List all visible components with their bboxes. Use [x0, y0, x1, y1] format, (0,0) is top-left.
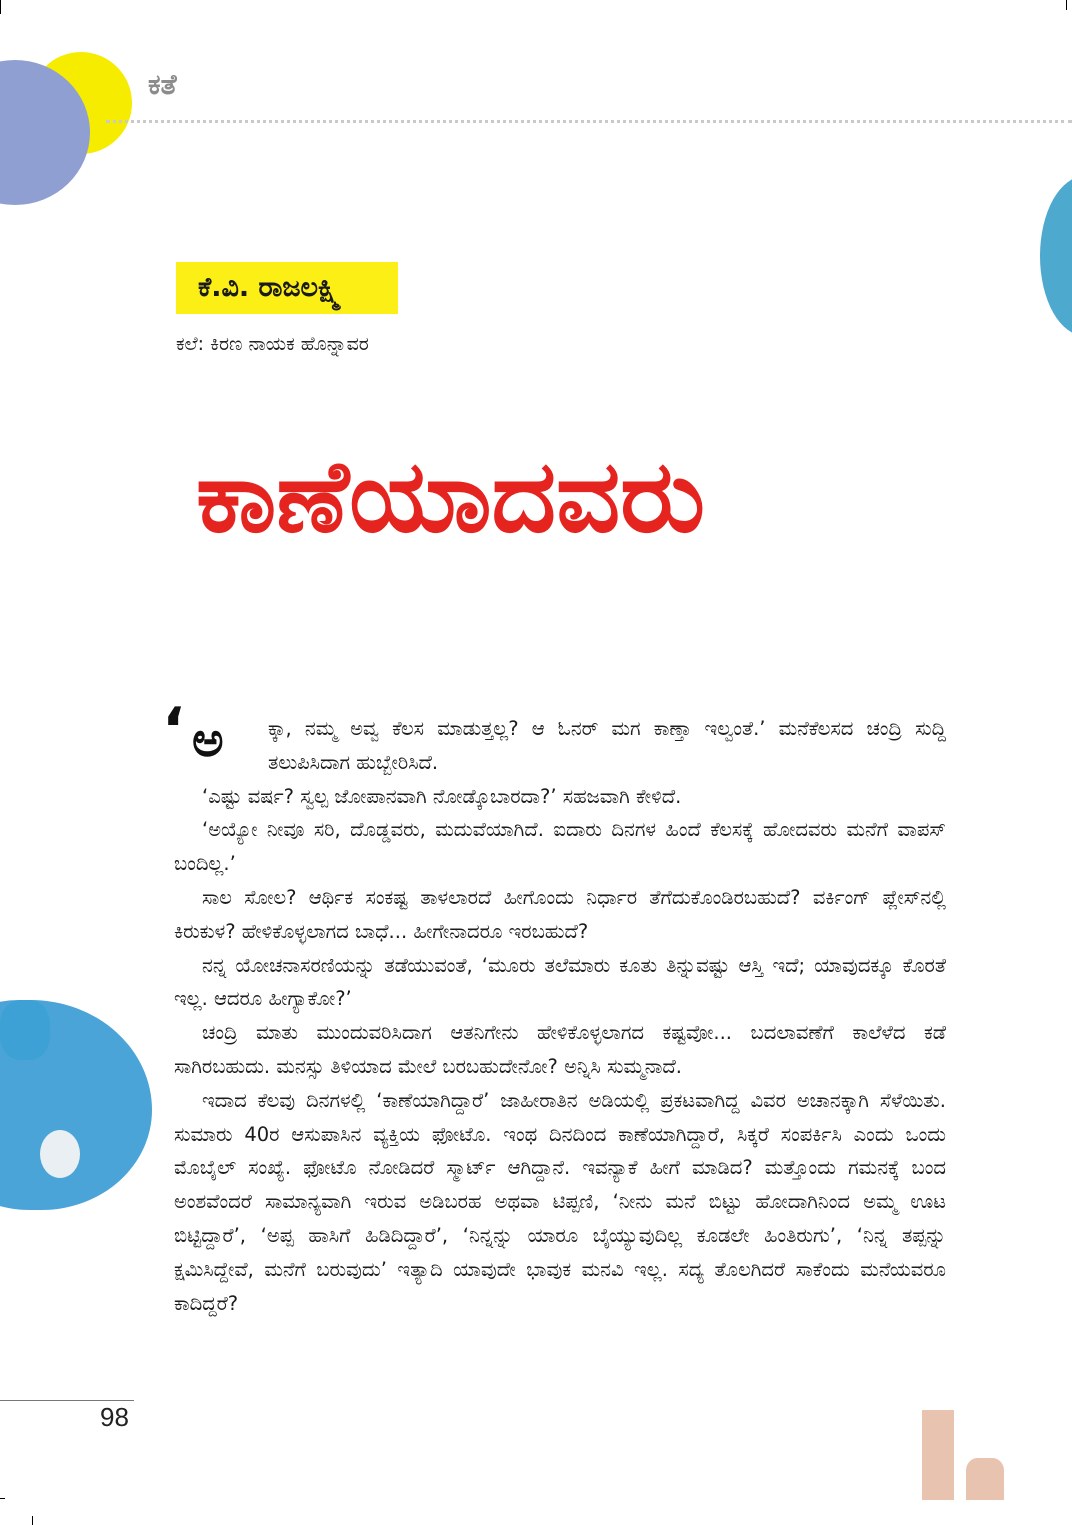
section-label: ಕತೆ — [148, 68, 177, 101]
paragraph: ಇದಾದ ಕೆಲವು ದಿನಗಳಲ್ಲಿ ‘ಕಾಣೆಯಾಗಿದ್ದಾರೆ’ ಜಾಹೀರಾತಿನ ಅಡಿಯಲ್ಲಿ ಪ್ರಕಟವಾಗಿದ್ದ ವಿವರ ಅಚಾನಕ್ಕಾಗಿ ಸೆಳೆಯಿತು. ಸುಮಾರು 40ರ ಆಸುಪಾಸಿನ ವ್ಯಕ್ತಿಯ ಫೋಟೊ. ಇಂಥ ದಿನದಿಂದ ಕಾಣೆಯಾಗಿದ್ದಾರೆ, ಸಿಕ್ಕರೆ ಸಂಪರ್ಕಿಸಿ ಎಂದು ಒಂದು ಮೊಬೈಲ್ ಸಂಖ್ಯೆ. ಫೋಟೊ ನೋಡಿದರೆ ಸ್ಮಾರ್ಟ್ ಆಗಿದ್ದಾನೆ. ಇವನ್ಯಾಕೆ ಹೀಗೆ ಮಾಡಿದ? ಮತ್ತೊಂದು ಗಮನಕ್ಕೆ ಬಂದ ಅಂಶವೆಂದರೆ ಸಾಮಾನ್ಯವಾಗಿ ಇರುವ ಅಡಿಬರಹ ಅಥವಾ ಟಿಪ್ಪಣಿ, ‘ನೀನು ಮನೆ ಬಿಟ್ಟು ಹೋದಾಗಿನಿಂದ ಅಮ್ಮ ಊಟ ಬಿಟ್ಟಿದ್ದಾರೆ’, ‘ಅಪ್ಪ ಹಾಸಿಗೆ ಹಿಡಿದಿದ್ದಾರೆ’, ‘ನಿನ್ನನ್ನು ಯಾರೂ ಬೈಯ್ಯುವುದಿಲ್ಲ ಕೂಡಲೇ ಹಿಂತಿರುಗು’, ‘ನಿನ್ನ ತಪ್ಪನ್ನು ಕ್ಷಮಿಸಿದ್ದೇವೆ, ಮನೆಗೆ ಬರುವುದು’ ಇತ್ಯಾದಿ ಯಾವುದೇ ಭಾವುಕ ಮನವಿ ಇಲ್ಲ. ಸದ್ಯ ತೊಲಗಿದರೆ ಸಾಕೆಂದು ಮನೆಯವರೂ ಕಾದಿದ್ದರೆ? — [174, 1088, 946, 1315]
paragraph — [162, 695, 946, 780]
paragraph: ‘ಅಯ್ಯೋ ನೀವೂ ಸರಿ, ದೊಡ್ಡವರು, ಮದುವೆಯಾಗಿದೆ. ಐದಾರು ದಿನಗಳ ಹಿಂದೆ ಕೆಲಸಕ್ಕೆ ಹೋದವರು ಮನೆಗೆ ವಾಪಸ್ ಬಂದಿಲ್ಲ.’ — [174, 818, 946, 876]
paragraph: ನನ್ನ ಯೋಚನಾಸರಣಿಯನ್ನು ತಡೆಯುವಂತೆ, ‘ಮೂರು ತಲೆಮಾರು ಕೂತು ತಿನ್ನುವಷ್ಟು ಆಸ್ತಿ ಇದೆ; ಯಾವುದಕ್ಕೂ ಕೊರತೆ ಇಲ್ಲ. ಆದರೂ ಹೀಗ್ಯಾಕೋ?’ — [174, 953, 946, 1011]
decorative-blue-paint-right — [1040, 176, 1072, 336]
decorative-paint-highlight — [40, 1130, 80, 1178]
decorative-building-illustration — [966, 1458, 1004, 1500]
crop-mark — [0, 0, 1, 14]
decorative-building-illustration — [922, 1410, 954, 1500]
crop-mark — [1066, 0, 1067, 10]
paragraph-text: ಕ್ಕಾ, ನಮ್ಮ ಅವ್ವ ಕೆಲಸ ಮಾಡುತ್ತಲ್ಲ? ಆ ಓನರ್ ಮಗ ಕಾಣ್ತಾ ಇಲ್ವಂತೆ.’ ಮನೆಕೆಲಸದ ಚಂದ್ರಿ ಸುದ್ದಿ ತಲುಪಿಸಿದಾಗ ಹುಬ್ಬೇರಿಸಿದೆ. — [268, 717, 946, 774]
paragraph: ಚಂದ್ರಿ ಮಾತು ಮುಂದುವರಿಸಿದಾಗ ಆತನಿಗೇನು ಹೇಳಿಕೊಳ್ಳಲಾಗದ ಕಷ್ಟವೋ... ಬದಲಾವಣೆಗೆ ಕಾಲೆಳೆದ ಕಡೆ ಸಾಗಿರಬಹುದು. ಮನಸ್ಸು ತಿಳಿಯಾದ ಮೇಲೆ ಬರಬಹುದೇನೋ? ಅನ್ನಿಸಿ ಸುಮ್ಮನಾದೆ. — [174, 1021, 946, 1078]
paragraph: ‘ಎಷ್ಟು ವರ್ಷ? ಸ್ವಲ್ಪ ಜೋಪಾನವಾಗಿ ನೋಡ್ಕೊಬಾರದಾ?’ ಸಹಜವಾಗಿ ಕೇಳಿದೆ. — [202, 784, 682, 808]
paragraph: ಸಾಲ ಸೋಲ? ಆರ್ಥಿಕ ಸಂಕಷ್ಟ ತಾಳಲಾರದೆ ಹೀಗೊಂದು ನಿರ್ಧಾರ ತೆಗೆದುಕೊಂಡಿರಬಹುದೆ? ವರ್ಕಿಂಗ್ ಪ್ಲೇಸ್‌ನಲ್ಲಿ ಕಿರುಕುಳ? ಹೇಳಿಕೊಳ್ಳಲಾಗದ ಬಾಧೆ... ಹೀಗೇನಾದರೂ ಇರಬಹುದೆ? — [174, 885, 946, 943]
story-body — [162, 695, 946, 1320]
crop-mark — [32, 1516, 33, 1525]
drop-cap-quote: ‘ — [162, 695, 185, 765]
crop-mark — [0, 1498, 5, 1499]
drop-cap-letter: ಅ — [192, 712, 224, 768]
footer-rule — [0, 1400, 134, 1401]
drop-cap — [162, 695, 268, 770]
decorative-blue-paint-splash — [0, 1000, 50, 1060]
illustrator-credit: ಕಲೆ: ಕಿರಣ ನಾಯಕ ಹೊನ್ನಾವರ — [176, 333, 369, 355]
page-number: 98 — [100, 1402, 129, 1432]
story-title: ಕಾಣೆಯಾದವರು — [196, 438, 705, 555]
author-name: ಕೆ.ವಿ. ರಾಜಲಕ್ಷ್ಮಿ — [176, 262, 398, 314]
header-divider — [106, 120, 1072, 123]
